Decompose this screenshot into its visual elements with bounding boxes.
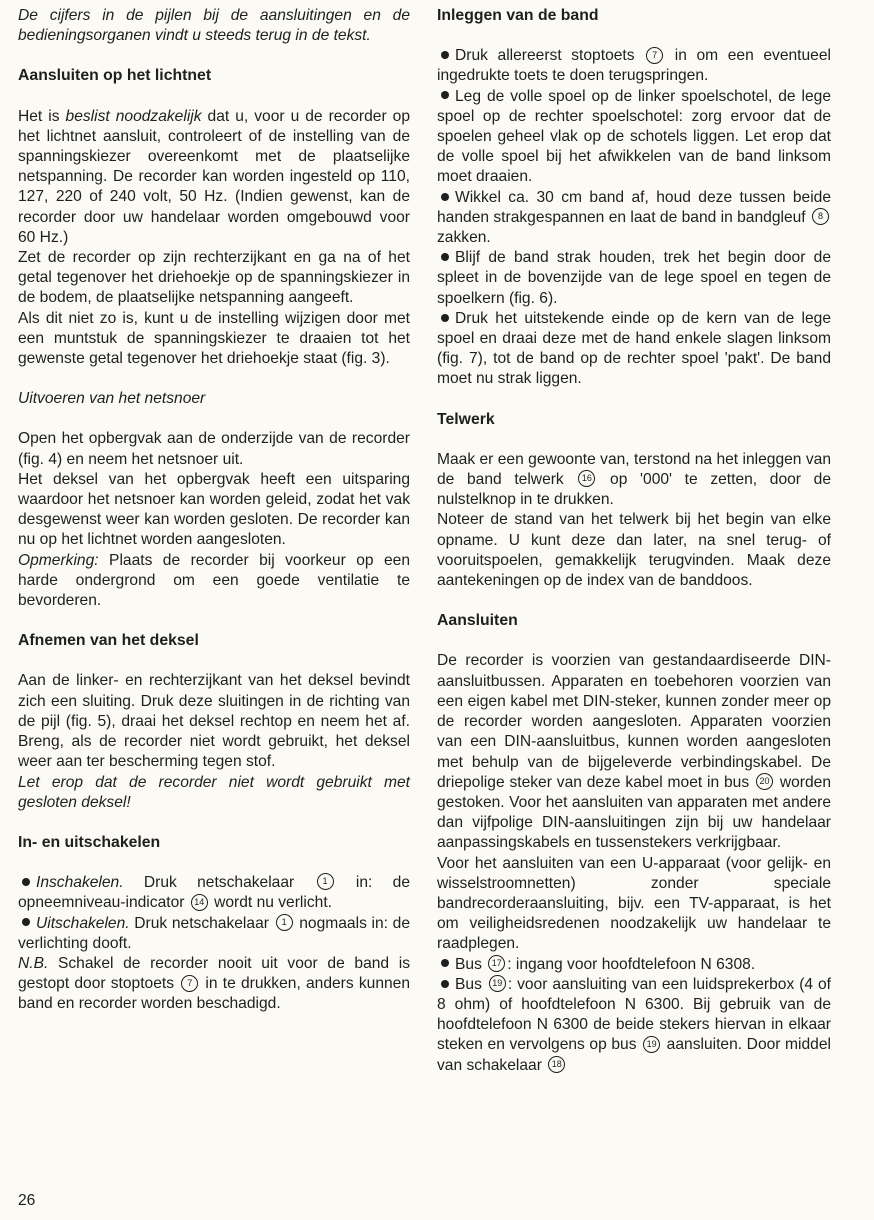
heading-aansluiten: Aansluiten [437,612,518,630]
circled-number: 1 [276,914,293,931]
emphasis: Opmerking: [18,551,99,569]
bullet-item [437,309,831,390]
text: Blijf de band strak houden, trek het begin door de spleet in de bovenzijde van de lege spoel en tegen de spoelkern (fig. 6). [437,249,831,307]
text: dat u, voor u de recorder op het lichtnet aansluit, controleert of de instelling van de spanningskiezer overeenkomt met de plaatselijke netspanning. De recorder kan worden ingesteld op 110, 127, 220 of 240 volt, 50 Hz. (Indien gewenst, kan de recorder door uw handelaar worden omgebouwd voor 60 Hz.) [18,107,410,246]
right-column [437,6,831,1076]
circled-number: 19 [643,1036,660,1053]
text: aansluiten. Door middel van schakelaar [437,1036,831,1074]
text: Bus [455,975,487,993]
heading-afnemen-deksel: Afnemen van het deksel [18,632,199,650]
text: Druk netschakelaar [123,874,315,892]
paragraph [18,107,410,248]
bullet-item [437,188,831,249]
bullet-item [18,914,410,954]
emphasis: N.B. [18,954,49,972]
bullet-icon [441,193,449,201]
paragraph: Noteer de stand van het telwerk bij het begin van elke opname. U kunt deze dan later, na snel terug- of vooruitspoelen, gemakkelijk terugvinden. Maak deze aantekeningen op de index van de banddoos. [437,511,831,590]
text: in om een eventueel ingedrukte toets te doen terugspringen. [437,47,831,85]
bullet-icon [441,980,449,988]
bullet-icon [441,253,449,261]
paragraph [18,551,410,612]
text: nogmaals in: de verlichting dooft. [18,914,410,952]
circled-number: 19 [489,975,506,992]
text: in: de opneemniveau-indicator [18,874,411,912]
heading-in-uitschakelen: In- en uitschakelen [18,833,161,851]
circled-number: 17 [488,955,505,972]
text: in te drukken, anders kunnen band en recorder worden beschadigd. [18,975,411,1013]
bullet-item [18,873,410,913]
emphasis: Uitschakelen. [36,914,130,932]
text: Schakel de recorder nooit uit voor de band is gestopt door stoptoets [18,954,410,993]
circled-number: 7 [181,975,198,992]
text: Maak er een gewoonte van, terstond na het inleggen van de band telwerk [437,450,831,489]
bullet-icon [441,91,449,99]
page-number: 26 [18,1192,36,1209]
text: Leg de volle spoel op de linker spoelschotel, de lege spoel op de rechter spoelschotel: zorg ervoor dat de spoelen geheel vlak op de schotels liggen. Let erop dat de volle spoel bij het afwikkelen van de band linksom moet draaien. [437,87,831,186]
paragraph: Aan de linker- en rechterzijkant van het deksel bevindt zich een sluiting. Druk deze sluitingen in de richting van de pijl (fig. 5), draai het deksel rechtop en neem het af. Breng, als de recorder niet wordt gebruikt, het deksel weer aan ter bescherming tegen stof. [18,672,410,771]
text: Plaats de recorder bij voorkeur op een harde ondergrond om een goede ventilatie te bevorderen. [18,551,410,610]
paragraph [18,954,410,1015]
warning-note: Let erop dat de recorder niet wordt gebruikt met gesloten deksel! [18,773,410,811]
text: Druk het uitstekende einde op de kern van de lege spoel en draai deze met de hand enkele slagen linksom (fig. 7), tot de band op de rechter spoel 'pakt'. De band moet nu strak liggen. [437,309,831,388]
heading-telwerk: Telwerk [437,410,495,428]
bullet-icon [441,959,449,967]
intro-note: De cijfers in de pijlen bij de aansluitingen en de bedieningsorganen vindt u steeds terug in de tekst. [18,7,410,45]
text: zakken. [437,229,491,247]
bullet-icon [22,878,30,886]
text: Druk allereerst stoptoets [455,47,645,65]
bullet-icon [22,918,30,926]
paragraph: Het deksel van het opbergvak heeft een uitsparing waardoor het netsnoer kan worden geleid, zodat het vak desgewenst weer kan worden gesloten. De recorder kan nu op het lichtnet worden aangesloten. [18,470,410,549]
paragraph [437,651,831,853]
circled-number: 8 [812,208,829,225]
text: Het is [18,107,66,125]
bullet-icon [441,51,449,59]
bullet-item [437,46,831,86]
circled-number: 14 [191,894,208,911]
circled-number: 1 [317,873,334,890]
bullet-icon [441,314,449,322]
paragraph: Zet de recorder op zijn rechterzijkant en ga na of het getal tegenover het driehoekje op de spanningskiezer in de bodem, de plaatselijke netspanning aangeeft. [18,249,410,307]
left-column [18,6,410,1015]
text: De recorder is voorzien van gestandaardiseerde DIN-aansluitbussen. Apparaten en toebehoren voorzien van een eigen kabel met DIN-steker, kunnen zonder meer op de recorder worden aangesloten. Apparaten voorzien van een DIN-aansluitbus, kunnen worden aangesloten met behulp van de bijgeleverde verbindingskabel. De driepolige steker van deze kabel moet in bus [437,652,831,791]
text: op '000' te zetten, door de nulstelknop in te drukken. [437,471,831,509]
emphasis: Inschakelen. [36,874,124,892]
text: wordt nu verlicht. [209,894,332,912]
circled-number: 16 [578,470,595,487]
paragraph: Open het opbergvak aan de onderzijde van de recorder (fig. 4) en neem het netsnoer uit. [18,430,410,468]
text: worden gestoken. Voor het aansluiten van apparaten met andere dan vijfpolige DIN-aansluitingen zijn bij uw handelaar aanpassingskabels en tussenstekers verkrijgbaar. [437,773,831,852]
circled-number: 18 [548,1056,565,1073]
circled-number: 20 [756,773,773,790]
bullet-item [437,87,831,188]
text: : ingang voor hoofdtelefoon N 6308. [507,955,756,973]
paragraph [437,450,831,511]
text: Wikkel ca. 30 cm band af, houd deze tussen beide handen strakgespannen en laat de band in bandgleuf [437,188,831,226]
heading-aansluiten-lichtnet: Aansluiten op het lichtnet [18,67,212,85]
emphasis: beslist noodzakelijk [65,107,202,125]
paragraph: Voor het aansluiten van een U-apparaat (voor gelijk- en wisselstroomnetten) zonder speciale bandrecorderaansluiting, bijv. een TV-apparaat, is het om veiligheidsredenen noodzakelijk uw handelaar te raadplegen. [437,854,831,953]
paragraph: Als dit niet zo is, kunt u de instelling wijzigen door met een muntstuk de spanningskiezer te draaien tot het gewenste getal tegenover het driehoekje staat (fig. 3). [18,309,410,368]
circled-number: 7 [646,47,663,64]
text: Druk netschakelaar [129,914,274,932]
subheading-netsnoer: Uitvoeren van het netsnoer [18,390,206,408]
bullet-item [437,955,831,975]
bullet-item [437,975,831,1076]
text: Bus [455,955,487,973]
bullet-item [437,248,831,309]
heading-inleggen-band: Inleggen van de band [437,7,599,24]
text: : voor aansluiting van een luidsprekerbox (4 of 8 ohm) of hoofdtelefoon N 6300. Bij gebruik van de hoofdtelefoon N 6300 de beide stekers hiervan in elkaar steken en vervolgens op bus [437,975,832,1054]
